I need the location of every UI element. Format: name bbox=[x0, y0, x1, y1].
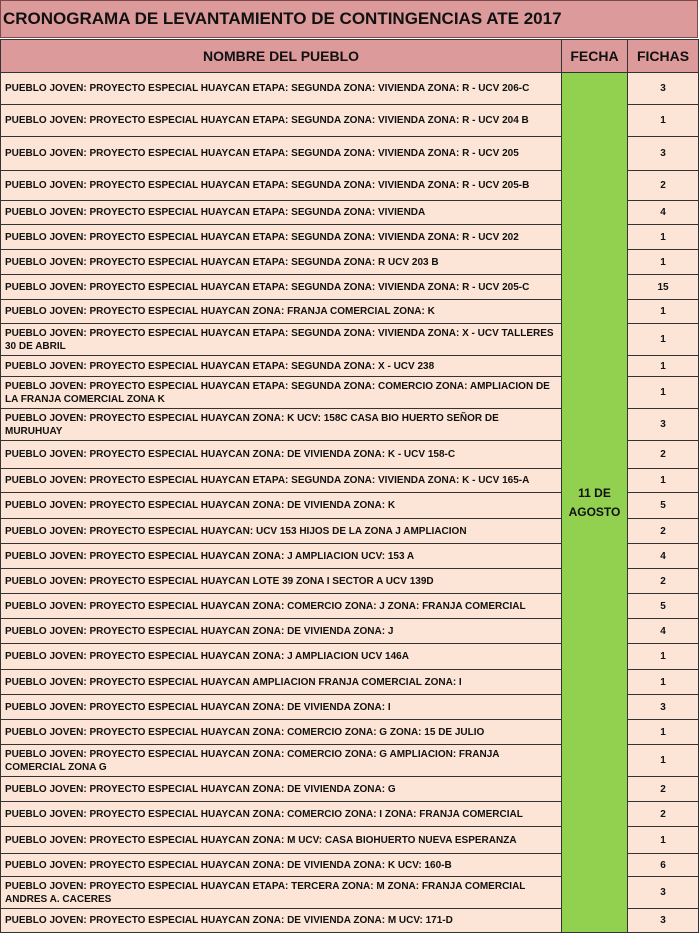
row-fichas-cell: 5 bbox=[628, 493, 699, 519]
row-fichas-cell: 4 bbox=[628, 544, 699, 569]
row-fichas-cell: 3 bbox=[628, 137, 699, 171]
header-row bbox=[1, 40, 699, 73]
row-nombre-cell: PUEBLO JOVEN: PROYECTO ESPECIAL HUAYCAN ETAPA: SEGUNDA ZONA: VIVIENDA ZONA: R - UCV 205-C bbox=[1, 275, 562, 300]
row-fichas-cell: 2 bbox=[628, 519, 699, 544]
row-fichas-cell: 1 bbox=[628, 827, 699, 854]
row-fichas-cell: 6 bbox=[628, 854, 699, 877]
column-header-fecha: FECHA bbox=[562, 40, 628, 73]
row-fichas-cell: 2 bbox=[628, 441, 699, 469]
row-nombre-cell: PUEBLO JOVEN: PROYECTO ESPECIAL HUAYCAN ETAPA: SEGUNDA ZONA: VIVIENDA ZONA: K - UCV 165-A bbox=[1, 469, 562, 493]
row-nombre-cell: PUEBLO JOVEN: PROYECTO ESPECIAL HUAYCAN AMPLIACION FRANJA COMERCIAL ZONA: I bbox=[1, 670, 562, 695]
row-fichas-cell: 1 bbox=[628, 105, 699, 137]
sheet-title: CRONOGRAMA DE LEVANTAMIENTO DE CONTINGENCIAS ATE 2017 bbox=[0, 0, 698, 38]
row-nombre-cell: PUEBLO JOVEN: PROYECTO ESPECIAL HUAYCAN ETAPA: SEGUNDA ZONA: R UCV 203 B bbox=[1, 250, 562, 275]
row-fichas-cell: 2 bbox=[628, 802, 699, 827]
row-fichas-cell: 1 bbox=[628, 745, 699, 777]
column-header-fichas: FICHAS bbox=[628, 40, 699, 73]
row-fichas-cell: 1 bbox=[628, 469, 699, 493]
row-fichas-cell: 1 bbox=[628, 250, 699, 275]
row-fichas-cell: 2 bbox=[628, 777, 699, 802]
row-nombre-cell: PUEBLO JOVEN: PROYECTO ESPECIAL HUAYCAN ZONA: DE VIVIENDA ZONA: M UCV: 171-D bbox=[1, 909, 562, 933]
schedule-table bbox=[0, 39, 699, 933]
row-fichas-cell: 4 bbox=[628, 619, 699, 644]
row-nombre-cell: PUEBLO JOVEN: PROYECTO ESPECIAL HUAYCAN: UCV 153 HIJOS DE LA ZONA J AMPLIACION bbox=[1, 519, 562, 544]
row-fichas-cell: 1 bbox=[628, 644, 699, 670]
row-nombre-cell: PUEBLO JOVEN: PROYECTO ESPECIAL HUAYCAN ZONA: M UCV: CASA BIOHUERTO NUEVA ESPERANZA bbox=[1, 827, 562, 854]
column-header-nombre: NOMBRE DEL PUEBLO bbox=[1, 40, 562, 73]
row-fichas-cell: 1 bbox=[628, 300, 699, 324]
row-fichas-cell: 3 bbox=[628, 909, 699, 933]
row-fichas-cell: 3 bbox=[628, 877, 699, 909]
row-fichas-cell: 1 bbox=[628, 225, 699, 250]
row-nombre-cell: PUEBLO JOVEN: PROYECTO ESPECIAL HUAYCAN ETAPA: SEGUNDA ZONA: VIVIENDA bbox=[1, 201, 562, 225]
row-fichas-cell: 2 bbox=[628, 171, 699, 201]
row-nombre-cell: PUEBLO JOVEN: PROYECTO ESPECIAL HUAYCAN ZONA: COMERCIO ZONA: I ZONA: FRANJA COMERCIAL bbox=[1, 802, 562, 827]
row-nombre-cell: PUEBLO JOVEN: PROYECTO ESPECIAL HUAYCAN ZONA: DE VIVIENDA ZONA: I bbox=[1, 695, 562, 720]
row-fichas-cell: 1 bbox=[628, 356, 699, 377]
fecha-cell bbox=[562, 73, 628, 933]
row-nombre-cell: PUEBLO JOVEN: PROYECTO ESPECIAL HUAYCAN ZONA: COMERCIO ZONA: G AMPLIACION: FRANJA COMERCIAL ZONA G bbox=[1, 745, 562, 777]
row-nombre-cell: PUEBLO JOVEN: PROYECTO ESPECIAL HUAYCAN ZONA: J AMPLIACION UCV 146A bbox=[1, 644, 562, 670]
row-nombre-cell: PUEBLO JOVEN: PROYECTO ESPECIAL HUAYCAN ZONA: FRANJA COMERCIAL ZONA: K bbox=[1, 300, 562, 324]
row-nombre-cell: PUEBLO JOVEN: PROYECTO ESPECIAL HUAYCAN ZONA: DE VIVIENDA ZONA: K - UCV 158-C bbox=[1, 441, 562, 469]
row-fichas-cell: 15 bbox=[628, 275, 699, 300]
row-nombre-cell: PUEBLO JOVEN: PROYECTO ESPECIAL HUAYCAN ETAPA: SEGUNDA ZONA: VIVIENDA ZONA: R - UCV 205-B bbox=[1, 171, 562, 201]
table-body bbox=[1, 73, 699, 933]
row-nombre-cell: PUEBLO JOVEN: PROYECTO ESPECIAL HUAYCAN ETAPA: TERCERA ZONA: M ZONA: FRANJA COMERCIAL ANDRES A. CACERES bbox=[1, 877, 562, 909]
row-nombre-cell: PUEBLO JOVEN: PROYECTO ESPECIAL HUAYCAN LOTE 39 ZONA I SECTOR A UCV 139D bbox=[1, 569, 562, 594]
row-fichas-cell: 4 bbox=[628, 201, 699, 225]
row-nombre-cell: PUEBLO JOVEN: PROYECTO ESPECIAL HUAYCAN ZONA: DE VIVIENDA ZONA: K UCV: 160-B bbox=[1, 854, 562, 877]
table-row bbox=[1, 73, 699, 105]
row-nombre-cell: PUEBLO JOVEN: PROYECTO ESPECIAL HUAYCAN ZONA: K UCV: 158C CASA BIO HUERTO SEÑOR DE MURUHUAY bbox=[1, 409, 562, 441]
row-nombre-cell: PUEBLO JOVEN: PROYECTO ESPECIAL HUAYCAN ETAPA: SEGUNDA ZONA: COMERCIO ZONA: AMPLIACION DE LA FRANJA COMERCIAL ZONA K bbox=[1, 377, 562, 409]
row-fichas-cell: 3 bbox=[628, 73, 699, 105]
row-fichas-cell: 5 bbox=[628, 594, 699, 619]
row-fichas-cell: 1 bbox=[628, 670, 699, 695]
row-fichas-cell: 1 bbox=[628, 377, 699, 409]
row-nombre-cell: PUEBLO JOVEN: PROYECTO ESPECIAL HUAYCAN ETAPA: SEGUNDA ZONA: X - UCV 238 bbox=[1, 356, 562, 377]
row-nombre-cell: PUEBLO JOVEN: PROYECTO ESPECIAL HUAYCAN ETAPA: SEGUNDA ZONA: VIVIENDA ZONA: R - UCV 205 bbox=[1, 137, 562, 171]
row-fichas-cell: 1 bbox=[628, 720, 699, 745]
row-fichas-cell: 1 bbox=[628, 324, 699, 356]
row-nombre-cell: PUEBLO JOVEN: PROYECTO ESPECIAL HUAYCAN ZONA: DE VIVIENDA ZONA: K bbox=[1, 493, 562, 519]
row-fichas-cell: 3 bbox=[628, 409, 699, 441]
row-nombre-cell: PUEBLO JOVEN: PROYECTO ESPECIAL HUAYCAN ZONA: DE VIVIENDA ZONA: G bbox=[1, 777, 562, 802]
row-fichas-cell: 3 bbox=[628, 695, 699, 720]
fecha-value: 11 DE AGOSTO bbox=[568, 485, 621, 519]
row-nombre-cell: PUEBLO JOVEN: PROYECTO ESPECIAL HUAYCAN ETAPA: SEGUNDA ZONA: VIVIENDA ZONA: R - UCV 204 B bbox=[1, 105, 562, 137]
row-nombre-cell: PUEBLO JOVEN: PROYECTO ESPECIAL HUAYCAN ZONA: J AMPLIACION UCV: 153 A bbox=[1, 544, 562, 569]
row-nombre-cell: PUEBLO JOVEN: PROYECTO ESPECIAL HUAYCAN ZONA: DE VIVIENDA ZONA: J bbox=[1, 619, 562, 644]
row-fichas-cell: 2 bbox=[628, 569, 699, 594]
row-nombre-cell: PUEBLO JOVEN: PROYECTO ESPECIAL HUAYCAN ZONA: COMERCIO ZONA: J ZONA: FRANJA COMERCIAL bbox=[1, 594, 562, 619]
row-nombre-cell: PUEBLO JOVEN: PROYECTO ESPECIAL HUAYCAN ETAPA: SEGUNDA ZONA: VIVIENDA ZONA: X - UCV TALLERES 30 DE ABRIL bbox=[1, 324, 562, 356]
row-nombre-cell: PUEBLO JOVEN: PROYECTO ESPECIAL HUAYCAN ETAPA: SEGUNDA ZONA: VIVIENDA ZONA: R - UCV 202 bbox=[1, 225, 562, 250]
row-nombre-cell: PUEBLO JOVEN: PROYECTO ESPECIAL HUAYCAN ETAPA: SEGUNDA ZONA: VIVIENDA ZONA: R - UCV 206-C bbox=[1, 73, 562, 105]
row-nombre-cell: PUEBLO JOVEN: PROYECTO ESPECIAL HUAYCAN ZONA: COMERCIO ZONA: G ZONA: 15 DE JULIO bbox=[1, 720, 562, 745]
